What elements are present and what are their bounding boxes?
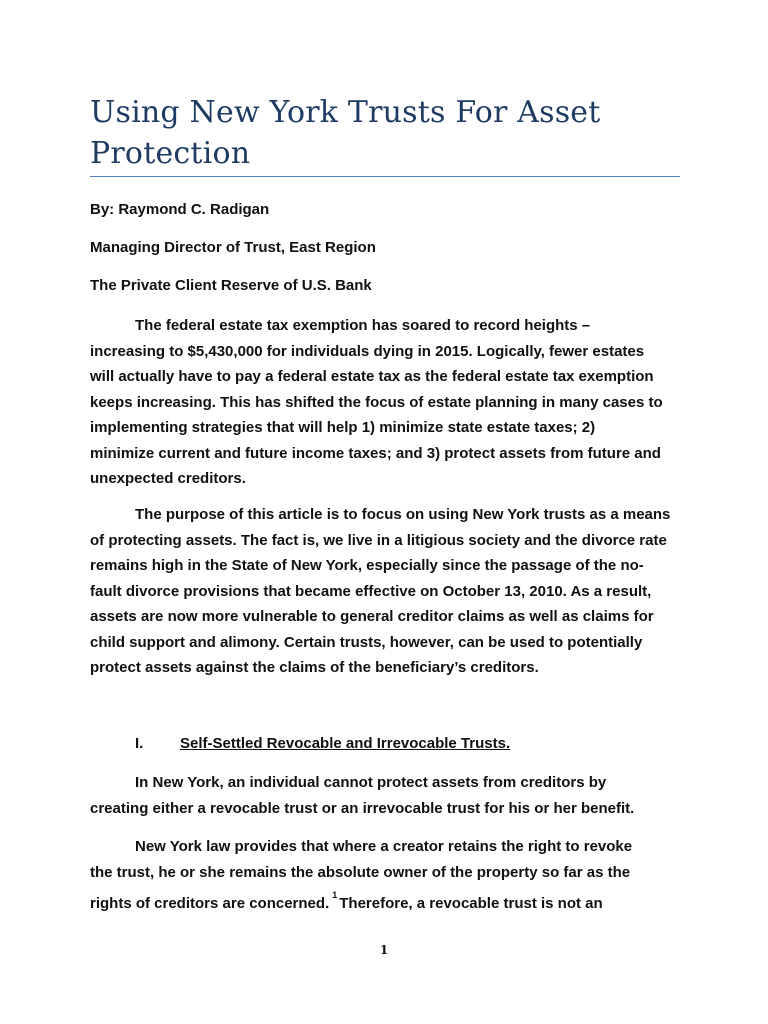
paragraph-line: The federal estate tax exemption has soared to record heights – bbox=[135, 317, 591, 334]
title-line: Protection bbox=[90, 136, 251, 171]
paragraph-line: implementing strategies that will help 1) minimize state estate taxes; 2) bbox=[90, 419, 596, 436]
paragraph-line: of protecting assets. The fact is, we live in a litigious society and the divorce rate bbox=[90, 531, 667, 549]
sentence-text: rights of creditors are concerned. bbox=[90, 895, 330, 912]
author-role: Managing Director of Trust, East Region bbox=[90, 239, 376, 256]
paragraph-line: unexpected creditors. bbox=[90, 470, 246, 487]
paragraph-estate-tax bbox=[90, 313, 690, 492]
paragraph-line: will actually have to pay a federal estate tax as the federal estate tax exemption bbox=[90, 368, 654, 385]
paragraph-line: In New York, an individual cannot protect assets from creditors by bbox=[135, 774, 607, 791]
paragraph-line: creating either a revocable trust or an irrevocable trust for his or her benefit. bbox=[90, 799, 635, 817]
title-line: Using New York Trusts For Asset bbox=[90, 95, 601, 130]
paragraph-line: fault divorce provisions that became effective on October 13, 2010. As a result, bbox=[90, 582, 652, 600]
author-organization: The Private Client Reserve of U.S. Bank bbox=[90, 277, 372, 294]
paragraph-line: child support and alimony. Certain trusts, however, can be used to potentially bbox=[90, 633, 643, 651]
title-divider bbox=[90, 176, 680, 177]
paragraph-line: assets are now more vulnerable to general creditor claims as well as claims for bbox=[90, 608, 654, 625]
paragraph-line: protect assets against the claims of the beneficiary’s creditors. bbox=[90, 659, 539, 676]
paragraph-purpose bbox=[90, 502, 690, 681]
section-number: I. bbox=[135, 735, 144, 752]
paragraph-line: New York law provides that where a creator retains the right to revoke bbox=[135, 838, 633, 855]
paragraph-line: the trust, he or she remains the absolute owner of the property so far as the bbox=[90, 863, 631, 881]
paragraph-line bbox=[90, 891, 690, 917]
page-number: 1 bbox=[379, 943, 389, 957]
sentence-text: Therefore, a revocable trust is not an bbox=[339, 895, 603, 912]
paragraph-line: The purpose of this article is to focus on using New York trusts as a means bbox=[135, 506, 671, 523]
paragraph-ny-law bbox=[90, 834, 690, 917]
paragraph-line: remains high in the State of New York, especially since the passage of the no- bbox=[90, 557, 644, 574]
paragraph-line: keeps increasing. This has shifted the focus of estate planning in many cases to bbox=[90, 393, 663, 411]
footnote-reference[interactable]: 1 bbox=[332, 890, 338, 900]
document-title bbox=[90, 92, 690, 174]
author-byline: By: Raymond C. Radigan bbox=[90, 201, 270, 218]
section-heading bbox=[135, 734, 510, 754]
paragraph-self-settled bbox=[90, 770, 690, 821]
paragraph-line: increasing to $5,430,000 for individuals dying in 2015. Logically, fewer estates bbox=[90, 342, 645, 360]
section-title: Self-Settled Revocable and Irrevocable Trusts. bbox=[180, 735, 511, 752]
paragraph-line: minimize current and future income taxes; and 3) protect assets from future and bbox=[90, 444, 661, 462]
